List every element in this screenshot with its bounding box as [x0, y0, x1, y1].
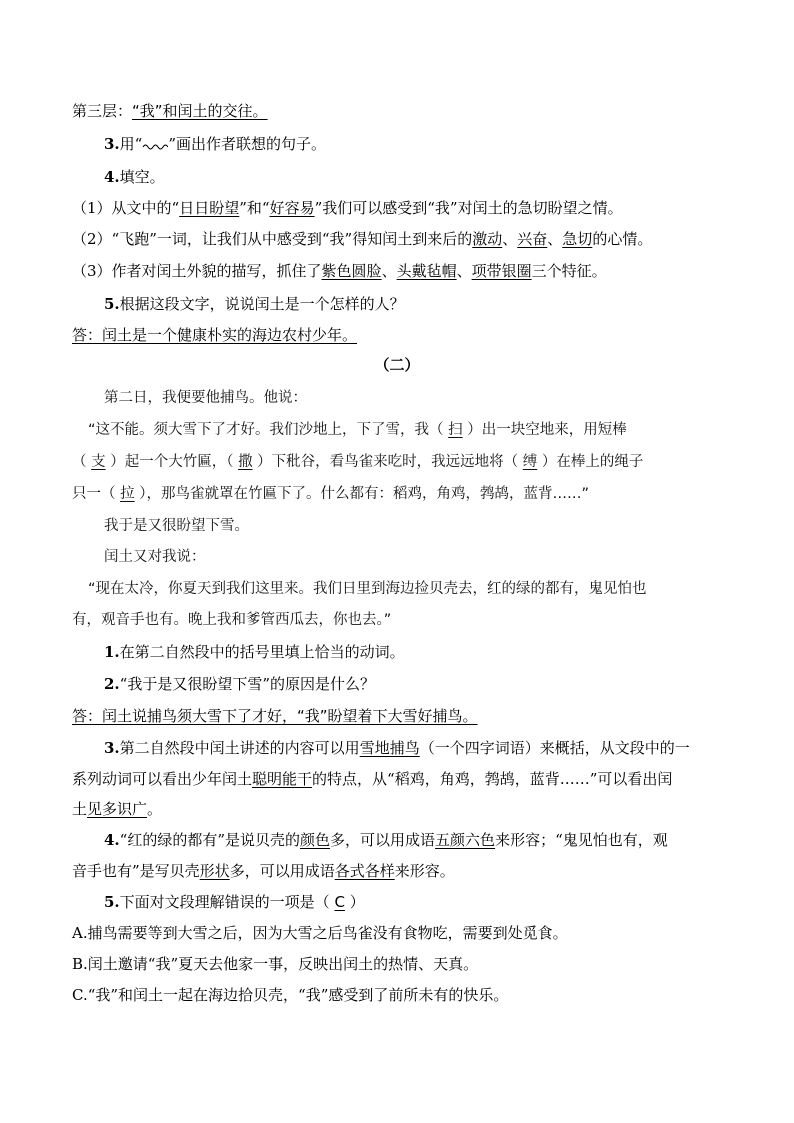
q4-2-line [72, 229, 652, 249]
p2-q3-line2 [72, 769, 672, 789]
passage-p3: 我于是又很盼望下雪。 [104, 518, 249, 534]
p2-q3-l2-a: 系列动词可以看出少年闰土 [72, 770, 253, 788]
p2-l2-e: ）下秕谷，看鸟雀来吃时，我远远地将（ [252, 454, 523, 470]
p2-q3-l1-c: （一个四字词语）来概括，从文段中的一 [419, 739, 690, 757]
p2-q4-l2-a: 音手也有”是写贝壳 [72, 862, 200, 880]
q4-2-answer-2: 兴奋 [517, 230, 548, 248]
q4-1-line [72, 198, 623, 218]
q4-1-text-d: ”我们可以感受到“我”对闰土的急切盼望之情。 [314, 199, 623, 217]
q4-3-sep-1: 、 [381, 262, 397, 280]
q4-3-answer-1: 紫色圆脸 [321, 262, 382, 280]
p2-q4-number: 4. [104, 831, 120, 849]
q4-line [104, 167, 165, 187]
q4-2-sep-2: 、 [547, 230, 563, 248]
passage-p2-line2 [72, 452, 643, 472]
p2-q3-answer-1: 雪地捕鸟 [359, 739, 420, 757]
p2-q4-l2-c: 多，可以用成语 [229, 862, 335, 880]
p2-q3-number: 3. [104, 739, 120, 757]
q3-number: 3. [104, 135, 120, 153]
p2-q2-text: “我于是又很盼望下雪”的原因是什么？ [119, 675, 376, 693]
q3-post: ”画出作者联想的句子。 [168, 135, 327, 153]
blank-answer-sao: 扫 [448, 422, 463, 438]
passage-p2-line1 [88, 420, 627, 440]
q4-2-answer-3: 急切 [562, 230, 593, 248]
p2-q2-line [104, 674, 375, 694]
q5-answer: 答：闰土是一个健康朴实的海边农村少年。 [72, 326, 358, 344]
passage-p1: 第二日，我便要他捕鸟。他说： [104, 390, 307, 406]
p2-q4-answer-1: 颜色 [300, 831, 331, 849]
q4-number: 4. [104, 168, 120, 186]
q4-3-answer-3: 项带银圈 [471, 262, 532, 280]
p2-q3-l3-c: 。 [147, 800, 163, 818]
passage-p5-line1: “现在太冷，你夏天到我们这里来。我们日里到海边捡贝壳去，红的绿的都有，鬼见怕也 [88, 581, 647, 597]
p2-l2-c: ）起一个大竹匾，（ [105, 454, 239, 470]
p2-q4-l1-a: “红的绿的都有”是说贝壳的 [119, 831, 301, 849]
q5-number: 5. [104, 295, 120, 313]
p2-q5-number: 5. [104, 893, 120, 911]
p2-q4-l1-c: 多，可以用成语 [330, 831, 436, 849]
q5-text: 根据这段文字，说说闰土是一个怎样的人？ [119, 295, 405, 313]
p2-q3-l3-a: 土 [72, 800, 88, 818]
option-a: A.捕鸟需要等到大雪之后，因为大雪之后鸟雀没有食物吃，需要到处觅食。 [72, 924, 568, 942]
q4-2-text-c: 的心情。 [592, 230, 653, 248]
p2-q4-answer-4: 各式各样 [334, 862, 395, 880]
p2-q3-answer-3: 见多识广 [87, 800, 148, 818]
option-b: B.闰土邀请“我”夏天去他家一事，反映出闰土的热情、天真。 [72, 955, 479, 973]
p2-l1-a: “这不能。须大雪下了才好。我们沙地上，下了雪，我（ [88, 422, 449, 438]
layer3-label: 第三层： [72, 102, 133, 120]
p2-q4-answer-3: 形状 [199, 862, 230, 880]
p2-q1-text: 在第二自然段中的括号里填上恰当的动词。 [119, 643, 405, 661]
p2-q2-answer: 答：闰土说捕鸟须大雪下了才好，“我”盼望着下大雪好捕鸟。 [72, 707, 478, 725]
passage-p5-line2: 有，观音手也有。晚上我和爹管西瓜去，你也去。” [72, 612, 392, 628]
q4-2-text-a: （2）“飞跑”一词，让我们从中感受到“我”得知闰土到来后的 [72, 230, 473, 248]
q4-3-text-c: 三个特征。 [531, 262, 607, 280]
p2-l1-c: ）出一块空地来，用短棒 [462, 422, 627, 438]
q5-line [104, 294, 405, 314]
q4-1-text-c: ”和“ [239, 199, 270, 217]
p2-q3-line1 [104, 738, 690, 758]
q4-1-text-a: （1）从文中的“ [72, 199, 180, 217]
p2-q3-l1-a: 第二自然段中闰土讲述的内容可以用 [119, 739, 360, 757]
p2-q4-line1 [104, 830, 668, 850]
p2-l2-a: （ [72, 454, 92, 470]
section-title: （二） [374, 356, 420, 374]
p2-q5-text-a: 下面对文段理解错误的一项是（ [119, 893, 335, 911]
q4-1-answer-1: 日日盼望 [179, 199, 240, 217]
p2-q5-line [104, 892, 365, 912]
p2-q3-l2-c: 的特点，从“稻鸡，角鸡，鹁鸪，蓝背……”可以看出闰 [312, 770, 673, 788]
passage-p2-line3 [72, 484, 589, 504]
p2-q1-number: 1. [104, 643, 120, 661]
p2-l3-c: ），那鸟雀就罩在竹匾下了。什么都有：稻鸡，角鸡，鹁鸪，蓝背……” [134, 486, 589, 502]
p2-q5-answer: C [334, 893, 345, 911]
p2-q4-l2-e: 来形容。 [394, 862, 455, 880]
option-c: C.“我”和闰土一起在海边拾贝壳，“我”感受到了前所未有的快乐。 [72, 986, 509, 1004]
wavy-line-icon [142, 141, 168, 151]
layer3-answer: “我”和闰土的交往。 [132, 102, 268, 120]
p2-q5-text-c: ） [344, 893, 365, 911]
q4-2-answer-1: 激动 [472, 230, 503, 248]
p2-q3-line3 [72, 799, 162, 819]
p2-q4-answer-2: 五颜六色 [435, 831, 496, 849]
p2-l2-g: ）在棒上的绳子 [537, 454, 644, 470]
p2-l3-a: 只一（ [72, 486, 121, 502]
q3-pre: 用“ [119, 135, 143, 153]
blank-answer-fu: 缚 [522, 454, 538, 470]
q3-line [104, 134, 326, 154]
q4-3-sep-2: 、 [456, 262, 472, 280]
q4-3-text-a: （3）作者对闰土外貌的描写，抓住了 [72, 262, 322, 280]
p2-q4-line2 [72, 861, 455, 881]
passage-p4: 闰土又对我说： [104, 549, 206, 565]
blank-answer-sa: 撒 [238, 454, 253, 470]
p2-q1-line [104, 642, 405, 662]
blank-answer-la: 拉 [120, 486, 135, 502]
q4-text: 填空。 [119, 168, 165, 186]
q4-1-answer-2: 好容易 [269, 199, 315, 217]
layer3-line [72, 101, 268, 121]
blank-answer-zhi: 支 [91, 454, 106, 470]
q4-2-sep-1: 、 [502, 230, 518, 248]
p2-q4-l1-e: 来形容；“鬼见怕也有，观 [495, 831, 668, 849]
q4-3-answer-2: 头戴毡帽 [396, 262, 457, 280]
q4-3-line [72, 261, 607, 281]
p2-q3-answer-2: 聪明能干 [252, 770, 313, 788]
p2-q2-number: 2. [104, 675, 120, 693]
